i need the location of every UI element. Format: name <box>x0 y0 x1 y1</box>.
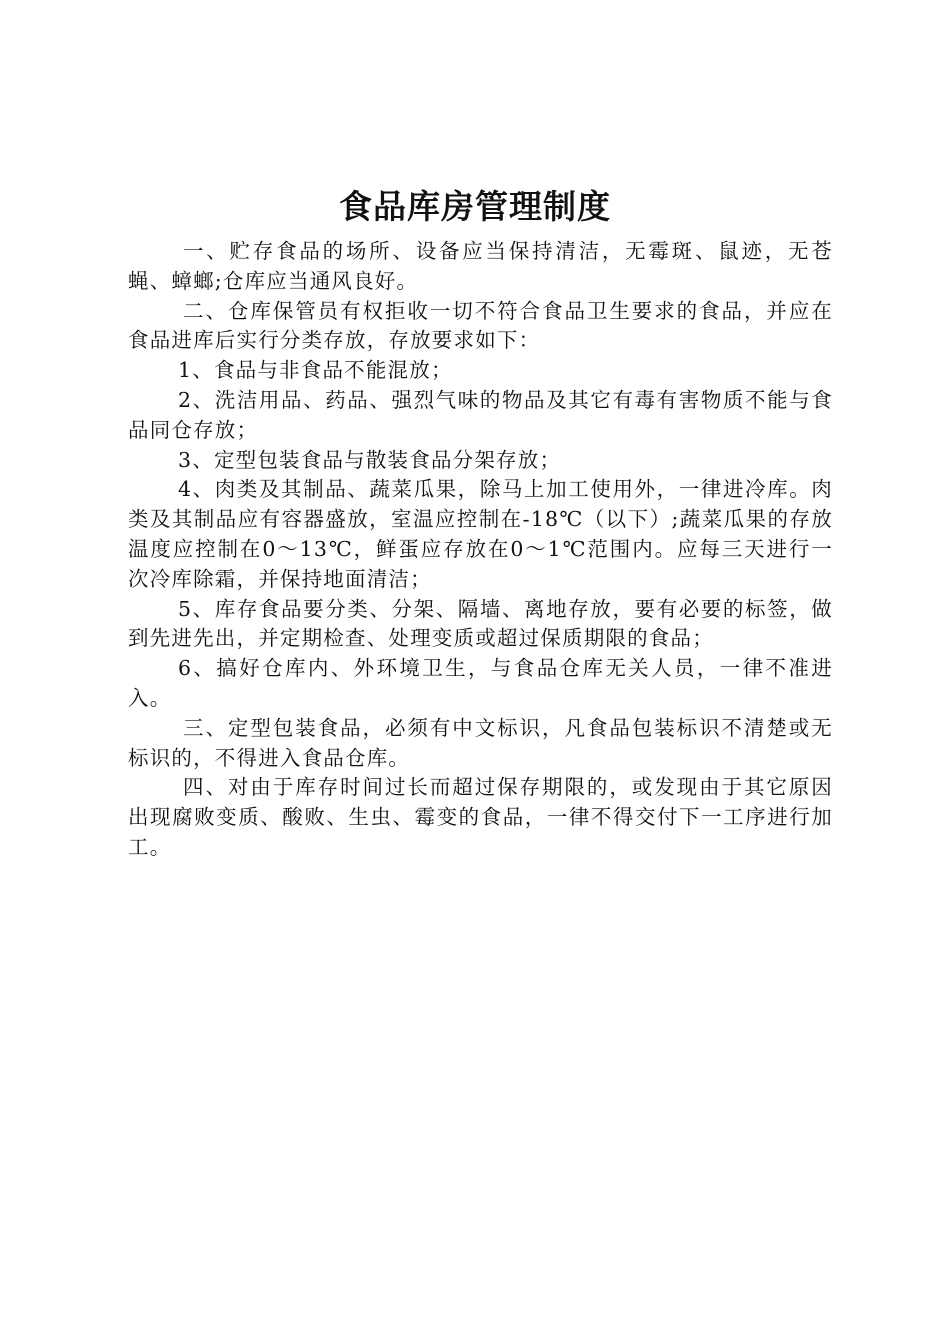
list-item-4: 4、肉类及其制品、蔬菜瓜果，除马上加工使用外，一律进冷库。肉类及其制品应有容器盛放，室温应控制在-18℃（以下）;蔬菜瓜果的存放温度应控制在0～13℃，鲜蛋应存放在0～1℃范围内。应每三天进行一次冷库除霜，并保持地面清洁； <box>128 477 833 591</box>
list-item-1: 1、食品与非食品不能混放； <box>178 358 453 383</box>
list-item-3: 3、定型包装食品与散装食品分架存放； <box>178 447 562 472</box>
paragraph-section-1: 一、贮存食品的场所、设备应当保持清洁，无霉斑、鼠迹，无苍蝇、蟑螂;仓库应当通风良好。 <box>128 239 833 293</box>
paragraph-section-4: 四、对由于库存时间过长而超过保存期限的，或发现由于其它原因出现腐败变质、酸败、生虫、霉变的食品，一律不得交付下一工序进行加工。 <box>128 775 833 859</box>
paragraph-section-3: 三、定型包装食品，必须有中文标识，凡食品包装标识不清楚或无标识的，不得进入食品仓库。 <box>128 715 833 770</box>
list-item-2: 2、洗洁用品、药品、强烈气味的物品及其它有毒有害物质不能与食品同仓存放； <box>128 387 833 442</box>
paragraph-section-2: 二、仓库保管员有权拒收一切不符合食品卫生要求的食品，并应在食品进库后实行分类存放，存放要求如下： <box>128 298 833 353</box>
list-item-5: 5、库存食品要分类、分架、隔墙、离地存放，要有必要的标签，做到先进先出，并定期检查、处理变质或超过保质期限的食品； <box>128 596 833 651</box>
document-body <box>128 237 833 863</box>
document-title: 食品库房管理制度 <box>339 187 611 226</box>
list-item-6: 6、搞好仓库内、外环境卫生，与食品仓库无关人员，一律不准进入。 <box>128 656 833 710</box>
